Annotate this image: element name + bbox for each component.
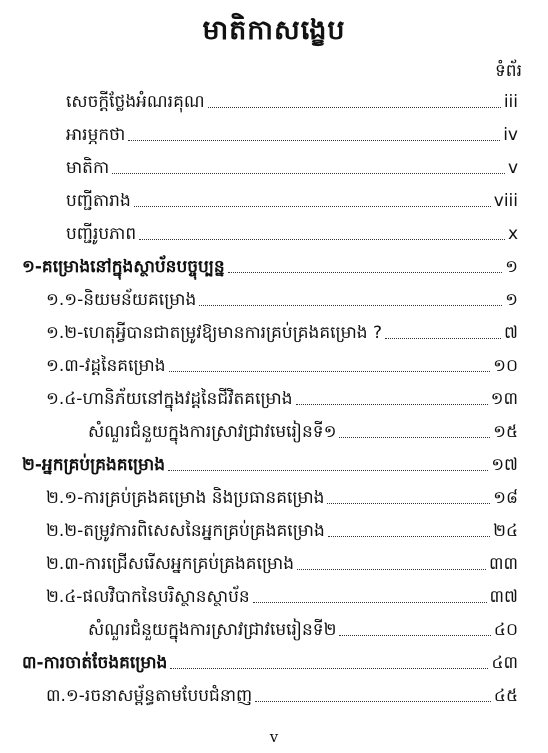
toc-entry — [46, 550, 518, 576]
toc-entry-label: ៣.១-រចនាសម្ព័ន្ធតាមបែបជំនាញ — [46, 686, 253, 706]
toc-entry-page: ១ — [505, 257, 518, 277]
dot-leader — [134, 206, 491, 207]
toc-entry-page: v — [507, 158, 518, 178]
dot-leader — [112, 173, 505, 174]
toc-entry — [46, 385, 518, 411]
dot-leader — [296, 404, 488, 405]
toc-entry — [66, 220, 518, 246]
dot-leader — [199, 305, 502, 306]
toc-entry-label: ២.២-តម្រូវការពិសេសនៃអ្នកគ្រប់គ្រងគម្រោង — [46, 521, 325, 541]
toc-entry-label: បញ្ជីតារាង — [66, 191, 131, 211]
toc-entry — [66, 154, 518, 180]
toc-entry-page: x — [507, 224, 518, 244]
toc-chapter-label: ២-អ្នកគ្រប់គ្រងគម្រោង — [22, 455, 166, 475]
toc-entry — [46, 352, 518, 378]
toc-entry-page: ៤០ — [493, 620, 518, 640]
page-column-header: ទំព័រ — [495, 61, 522, 81]
toc-entry — [66, 88, 518, 114]
toc-review — [88, 616, 518, 642]
toc-entry-page: ១៥ — [493, 422, 518, 442]
dot-leader — [253, 602, 487, 603]
dot-leader — [255, 701, 491, 702]
toc-entry-label: អារម្ភកថា — [66, 125, 126, 145]
toc-entry-label: សេចក្ដីថ្លែងអំណរគុណ — [66, 92, 205, 112]
toc-entry-label: ១.៣-វដ្ដនៃគម្រោង — [46, 356, 166, 376]
dot-leader — [297, 569, 486, 570]
dot-leader — [169, 371, 491, 372]
toc-entry-page: iv — [503, 125, 518, 145]
toc-entry — [46, 319, 518, 345]
toc-entry — [46, 286, 518, 312]
page-title: មាតិកាសង្ខេប — [202, 15, 346, 46]
toc-entry-page: ១ — [505, 290, 518, 310]
toc-review — [88, 418, 518, 444]
toc-chapter-label: ៣-ការចាត់ចែងគម្រោង — [22, 653, 168, 673]
dot-leader — [339, 437, 490, 438]
toc-entry-page: ១៨ — [493, 488, 518, 508]
dot-leader — [139, 239, 505, 240]
toc-entry-page: ២៤ — [493, 521, 518, 541]
dot-leader — [128, 140, 500, 141]
footer-page-number: v — [269, 728, 279, 746]
toc-entry — [46, 583, 518, 609]
toc-entry-label: ២.៤-ផលវិបាកនៃបរិស្ថានស្ថាប័ន — [46, 587, 250, 607]
toc-review-label: សំណួរជំនួយក្នុងការស្រាវជ្រាវមេរៀនទី១ — [88, 422, 337, 442]
toc-entry-page: ៣៧ — [489, 587, 518, 607]
toc-entry-label: ២.១-ការគ្រប់គ្រងគម្រោង និងប្រធានគម្រោង — [46, 488, 325, 508]
dot-leader — [327, 503, 490, 504]
toc-entry — [46, 484, 518, 510]
toc-entry-label: មាតិកា — [66, 158, 110, 178]
dot-leader — [385, 338, 501, 339]
toc-entry-page: ១៧ — [491, 455, 518, 475]
toc-entry-page: ៧ — [504, 323, 518, 343]
dot-leader — [170, 668, 488, 669]
toc-chapter-label: ១-គម្រោងនៅក្នុងស្ថាប័នបច្ចុប្បន្ន — [22, 257, 225, 277]
toc-entry-label: បញ្ជីរូបភាព — [66, 224, 137, 244]
dot-leader — [168, 470, 488, 471]
toc-chapter — [22, 253, 518, 279]
toc-chapter — [22, 649, 518, 675]
toc-entry — [46, 682, 518, 708]
toc-chapter — [22, 451, 518, 477]
dot-leader — [208, 107, 501, 108]
toc-entry — [66, 187, 518, 213]
toc-entry-page: viii — [493, 191, 518, 211]
dot-leader — [228, 272, 502, 273]
toc-entry-page: iii — [503, 92, 518, 112]
dot-leader — [339, 635, 490, 636]
toc-entry-page: ៣៣ — [488, 554, 518, 574]
toc-review-label: សំណួរជំនួយក្នុងការស្រាវជ្រាវមេរៀនទី២ — [88, 620, 337, 640]
dot-leader — [328, 536, 490, 537]
toc-entry-label: ១.២-ហេតុអ្វីបានជាតម្រូវឱ្យមានការគ្រប់គ្រងគម្រោង ? — [46, 323, 382, 343]
toc-entry — [66, 121, 518, 147]
toc-entry — [46, 517, 518, 543]
toc-entry-page: ១០ — [493, 356, 518, 376]
toc-entry-page: ១៣ — [490, 389, 518, 409]
toc-entry-label: ១.៤-ហានិភ័យនៅក្នុងវដ្ដនៃជីវិតគម្រោង — [46, 389, 293, 409]
toc-entry-label: ២.៣-ការជ្រើសរើសអ្នកគ្រប់គ្រងគម្រោង — [46, 554, 295, 574]
toc-entry-page: ៤៣ — [491, 653, 518, 673]
toc-entry-page: ៤៥ — [493, 686, 518, 706]
toc-entry-label: ១.១-និយមន័យគម្រោង — [46, 290, 197, 310]
